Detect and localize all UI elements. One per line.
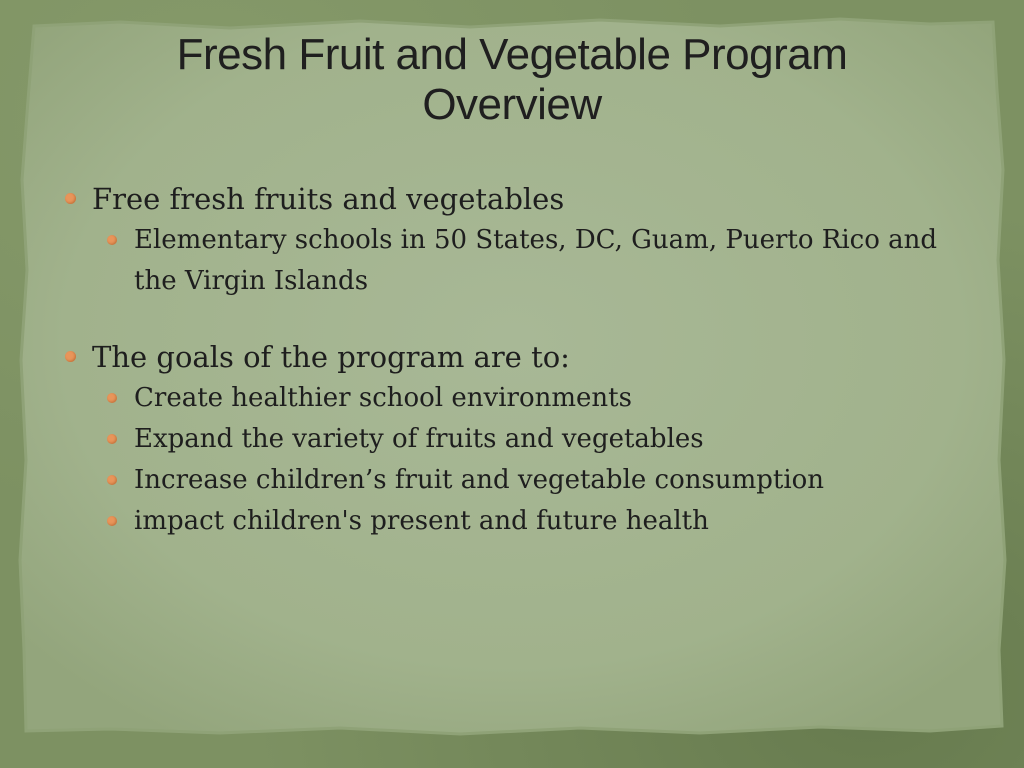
subbullet-text: Elementary schools in 50 States, DC, Guam, Puerto Rico and the Virgin Islands xyxy=(134,225,938,296)
bullet-list xyxy=(62,178,942,542)
list-item xyxy=(62,378,942,419)
list-item xyxy=(62,501,942,542)
bullet-dot-icon xyxy=(65,193,76,204)
slide-title: Fresh Fruit and Vegetable Program Overview xyxy=(176,30,848,129)
subbullet-text: Expand the variety of fruits and vegetables xyxy=(134,424,704,454)
bullet-dot-icon xyxy=(107,434,117,444)
spacer xyxy=(62,302,942,336)
list-item xyxy=(62,220,942,302)
list-item xyxy=(62,460,942,501)
subbullet-text: Create healthier school environments xyxy=(134,383,632,413)
bullet-dot-icon xyxy=(65,351,76,362)
list-item xyxy=(62,419,942,460)
bullet-dot-icon xyxy=(107,235,117,245)
subbullet-text: Increase children’s fruit and vegetable consumption xyxy=(134,465,825,495)
bullet-dot-icon xyxy=(107,516,117,526)
subbullet-text: impact children's present and future health xyxy=(134,506,709,536)
list-item xyxy=(62,336,942,378)
bullet-text: The goals of the program are to: xyxy=(92,340,570,374)
bullet-text: Free fresh fruits and vegetables xyxy=(92,182,565,216)
bullet-dot-icon xyxy=(107,393,117,403)
list-item xyxy=(62,178,942,220)
bullet-dot-icon xyxy=(107,475,117,485)
